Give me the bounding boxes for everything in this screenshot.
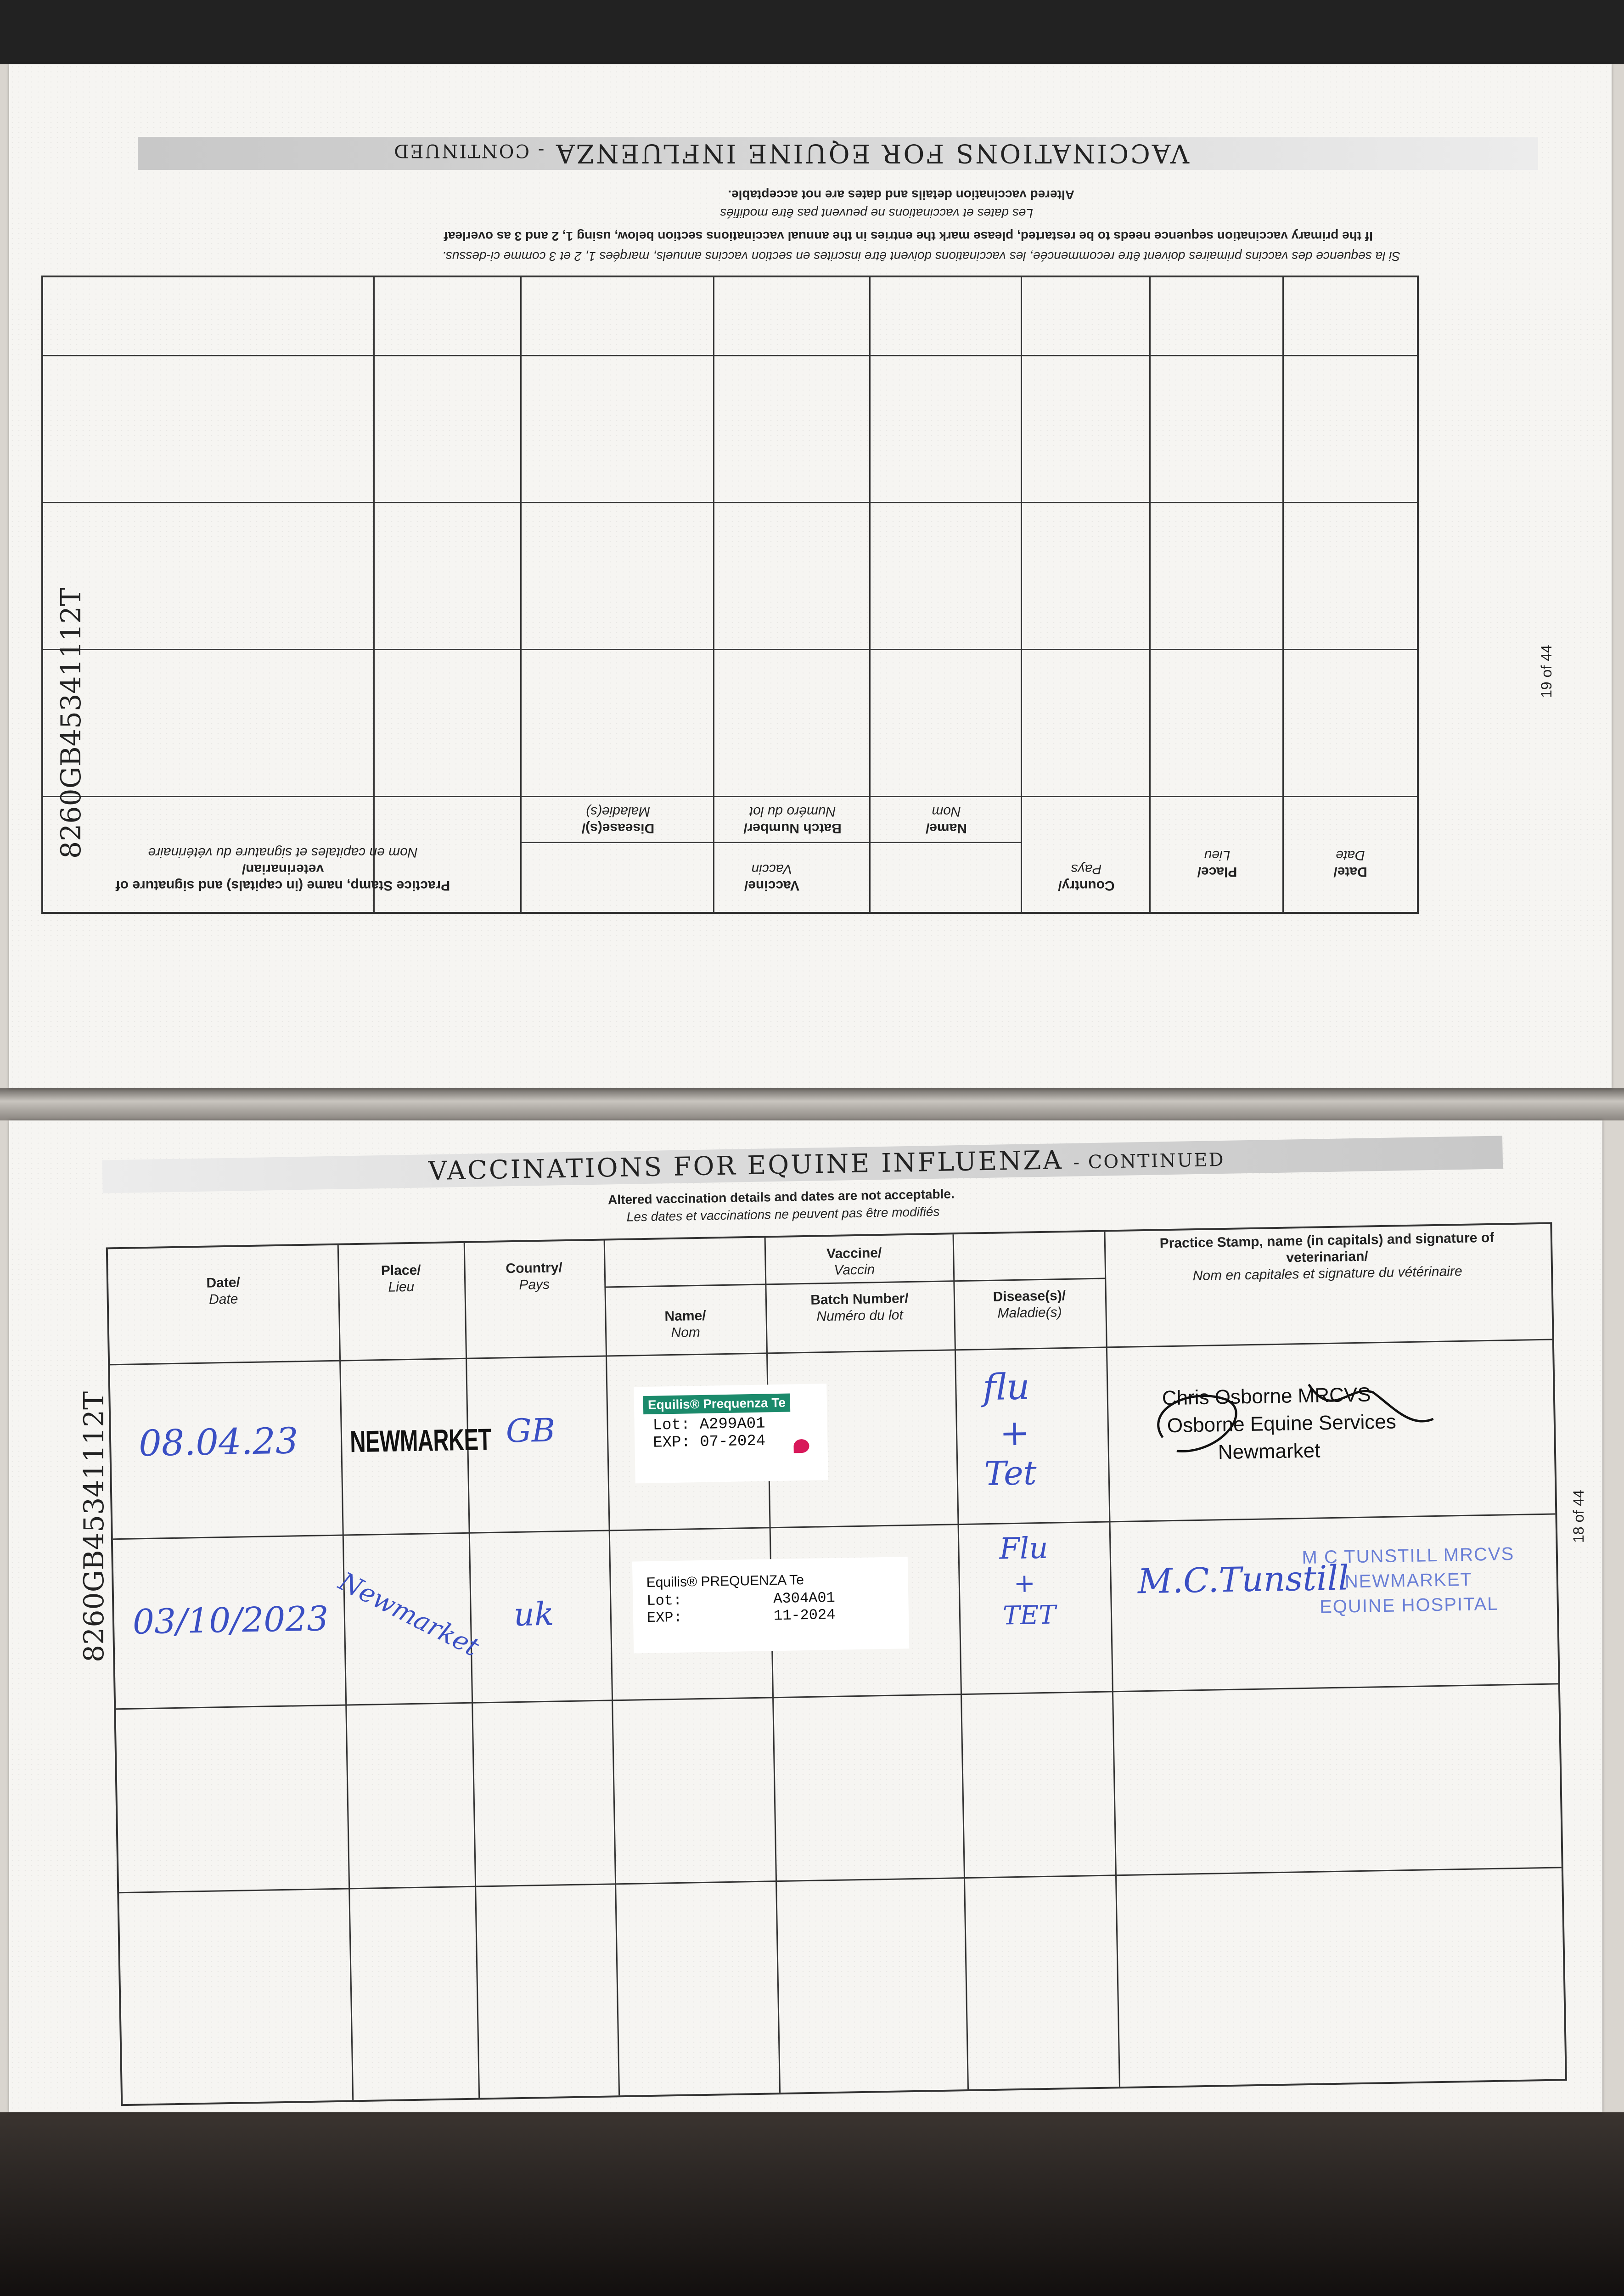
upper-page-number: 19 of 44 [1538,645,1555,698]
upper-hdr-stamp: Practice Stamp, name (in capitals) and signature of veterinarian/ Nom en capitales et signature du vétérinaire [115,845,450,893]
upper-hdr-batch: Batch Number/ Numéro du lot [743,804,842,836]
entry2-country: uk [513,1595,555,1634]
upper-vaccination-table [41,276,1419,914]
entry2-exp-line: EXP: 11-2024 [646,1606,836,1627]
entry1-place-stamp: NEWMARKET [349,1422,492,1459]
upper-altered-note-fr: Les dates et vaccinations ne peuvent pas être modifiés [720,206,1033,220]
lower-hdr-name: Name/ Nom [664,1308,706,1341]
entry1-vaccine-label [634,1384,828,1483]
upper-primary-note-en: If the primary vaccination sequence needs to be restarted, please mark the entries in the annual vaccinations section below, using 1, 2 and 3 as overleaf [444,229,1373,243]
lower-hdr-vaccine: Vaccine/ Vaccin [826,1245,882,1278]
upper-page [9,64,1612,1088]
entry2-vet-stamp [1279,1541,1538,1620]
entry2-place: Newmarket [334,1566,484,1663]
entry1-label-mark-icon [793,1439,809,1453]
entry1-country: GB [506,1411,556,1450]
upper-hdr-country: Country/ Pays [1058,861,1115,893]
entry1-stamp-line-3: Newmarket [1218,1439,1321,1464]
entry2-disease-1: Flu [999,1531,1049,1566]
entry1-brand: Equilis® Prequenza Te [643,1394,791,1415]
entry1-disease-1: flu [982,1366,1030,1409]
upper-primary-note-fr: Si la sequence des vaccins primaires doivent être recommencée, les vaccinations doivent être inscrites en section vaccins annuels, marqées 1, 2 et 3 comme ci-dessus. [442,249,1400,264]
upper-section-title: VACCINATIONS FOR EQUINE INFLUENZA - CONTINUED [393,138,1189,168]
scanner-edge-top [0,0,1624,64]
upper-hdr-name: Name/ Nom [925,804,967,836]
upper-hdr-disease: Disease(s)/ Maladie(s) [581,804,655,836]
entry2-date: 03/10/2023 [132,1599,329,1642]
entry2-signature: M.C.Tunstill [1137,1558,1349,1602]
entry1-date: 08.04.23 [138,1420,299,1465]
lower-hdr-place: Place/ Lieu [381,1262,421,1295]
lower-hdr-disease: Disease(s)/ Maladie(s) [993,1288,1066,1321]
upper-hdr-date: Date/ Date [1333,848,1367,879]
lower-hdr-stamp: Practice Stamp, name (in capitals) and signature of veterinarian/ Nom en capitales et signature du vétérinaire [1159,1230,1495,1284]
entry2-disease-2: + [1013,1568,1036,1599]
entry2-brand: Equilis® PREQUENZA Te [646,1572,804,1591]
lower-altered-note-en: Altered vaccination details and dates are not acceptable. [607,1187,955,1207]
entry2-vaccine-label [632,1557,909,1653]
entry1-exp-line: EXP: 07-2024 [653,1432,766,1452]
lower-page-content [0,1107,1611,2126]
lower-passport-id: 8260GB45341112T [78,1391,110,1662]
scanner-shadow-bottom [0,2112,1624,2296]
entry1-disease-2: + [999,1412,1030,1454]
entry1-lot-line: Lot: A299A01 [652,1415,765,1435]
upper-hdr-vaccine: Vaccine/ Vaccin [744,861,800,893]
lower-hdr-batch: Batch Number/ Numéro du lot [810,1290,909,1324]
entry2-stamp-line-2: NEWMARKET [1344,1569,1473,1592]
lower-vaccination-table [106,1222,1567,2106]
lower-section-title: VACCINATIONS FOR EQUINE INFLUENZA - CONTINUED [428,1145,1225,1187]
entry2-lot-line: Lot: A304A01 [646,1589,836,1610]
entry1-stamp-line-1: Chris Osborne MRCVS [1162,1383,1371,1410]
lower-page-number: 18 of 44 [1570,1490,1587,1543]
upper-passport-id: 8260GB45341112T [55,587,87,859]
entry1-vet-stamp [1134,1363,1457,1484]
lower-page [9,1120,1602,2112]
entry1-disease-3: Tet [983,1453,1037,1493]
upper-altered-note-en: Altered vaccination details and dates are not acceptable. [728,188,1074,202]
entry2-stamp-line-3: EQUINE HOSPITAL [1319,1593,1499,1617]
entry2-stamp-line-1: M C TUNSTILL MRCVS [1302,1544,1515,1568]
upper-hdr-place: Place/ Lieu [1197,848,1237,879]
entry1-stamp-line-2: Osborne Equine Services [1167,1410,1397,1437]
entry2-disease-3: TET [1002,1600,1056,1631]
lower-hdr-country: Country/ Pays [506,1260,563,1293]
lower-altered-note-fr: Les dates et vaccinations ne peuvent pas être modifiés [626,1204,940,1224]
upper-page-rotated-content [9,64,1612,1088]
lower-hdr-date: Date/ Date [206,1275,241,1307]
